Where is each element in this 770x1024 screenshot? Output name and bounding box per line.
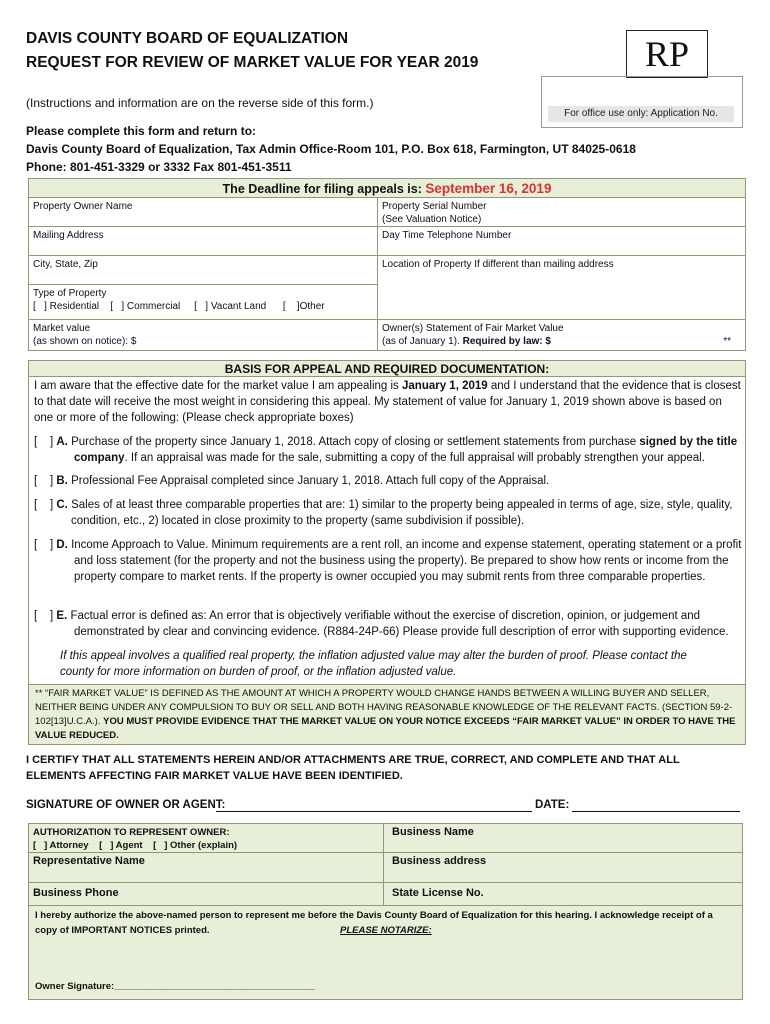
option-e-text: Factual error is defined as: An error that is objectively verifiable without the exercise of discretion, opinion, or judgement and demonstrated by clear and convincing evidence. (R884-24P-66) Please provide full description of error with supporting evidence.: [67, 610, 729, 638]
form-title-1: DAVIS COUNTY BOARD OF EQUALIZATION: [26, 30, 349, 47]
date-label: DATE:: [535, 799, 570, 811]
option-a-letter: A.: [56, 436, 68, 448]
office-use-label: For office use only: Application No.: [548, 106, 734, 122]
date-line[interactable]: [572, 811, 740, 812]
property-type-field: [28, 284, 378, 320]
option-c-checkbox[interactable]: [ ]: [34, 499, 57, 511]
business-name-field[interactable]: [383, 823, 743, 853]
owner-statement-label: Owner(s) Statement of Fair Market Value: [382, 323, 564, 334]
return-instructions: Please complete this form and return to:: [26, 124, 257, 138]
serial-number-label: Property Serial Number: [382, 201, 487, 212]
owner-authorization-box: [28, 905, 743, 1000]
business-phone-label: Business Phone: [33, 887, 119, 899]
owner-name-label: Property Owner Name: [33, 201, 133, 212]
instructions-note: (Instructions and information are on the reverse side of this form.): [26, 96, 374, 110]
burden-of-proof-note: If this appeal involves a qualified real property, the inflation adjusted value may alter the burden of proof. Please contact the county for more information on burden of proof, or the inflation adjusted value.: [60, 650, 687, 678]
signature-row: [26, 799, 225, 811]
notarize-label: PLEASE NOTARIZE:: [340, 925, 432, 936]
option-c-text: Sales of at least three comparable properties that are: 1) similar to the property being appealed in terms of age, size, style, quality, condition, etc., 2) located in close proximity to the property (same subdivision if possible).: [67, 499, 733, 527]
basis-section-border: [28, 376, 746, 684]
property-location-label: Location of Property If different than mailing address: [382, 259, 614, 270]
return-address: Davis County Board of Equalization, Tax Admin Office-Room 101, P.O. Box 618, Farmington, UT 84025-0618: [26, 142, 636, 156]
market-value-field[interactable]: [28, 319, 378, 351]
option-d-letter: D.: [56, 539, 68, 551]
option-a-text-2: . If an appraisal was made for the sale, submitting a copy of the full appraisal will probably strengthen your appeal.: [124, 452, 705, 464]
daytime-phone-label: Day Time Telephone Number: [382, 230, 512, 241]
option-a-bold: signed by the title company: [74, 436, 738, 464]
market-value-label: Market value: [33, 323, 91, 334]
option-b-checkbox[interactable]: [ ]: [34, 475, 57, 487]
rp-box: RP: [626, 30, 708, 78]
city-state-zip-field[interactable]: [28, 255, 378, 285]
option-a-text: Purchase of the property since January 1, 2018. Attach copy of closing or settlement statements from purchase: [67, 436, 640, 448]
basis-intro-text-2: and I understand that the evidence that is closest to that date will receive the most weight in considering this appeal. My statement of value for January 1, 2019 shown above is based on one or more of the following: (Please check appropriate boxes): [34, 380, 741, 424]
option-e-letter: E.: [56, 610, 68, 622]
required-by-law-label: Required by law: $: [462, 336, 551, 347]
state-license-label: State License No.: [392, 887, 484, 899]
option-d-checkbox[interactable]: [ ]: [34, 539, 57, 551]
fmv-definition-text: ** “FAIR MARKET VALUE” IS DEFINED AS THE AMOUNT AT WHICH A PROPERTY WOULD CHANGE HANDS BETWEEN A WILLING BUYER AND SELLER, NEITHER BEING UNDER ANY COMPULSION TO BUY OR SELL AND BOTH HAVING REASONABLE KNOWLEDGE OF THE RELEVANT FACTS. (SECTION 59-2-102[13]U.C.A.).: [35, 688, 733, 727]
owner-name-field[interactable]: [28, 197, 378, 227]
fmv-definition: [28, 684, 746, 745]
footnote-stars: **: [723, 336, 731, 347]
option-b-text: Professional Fee Appraisal completed since January 1, 2018. Attach full copy of the Appraisal.: [67, 475, 550, 487]
market-value-sublabel: (as shown on notice): $: [33, 336, 137, 347]
owner-signature-label: Owner Signature:: [35, 981, 115, 992]
option-a-checkbox[interactable]: [ ]: [34, 436, 57, 448]
city-state-zip-label: City, State, Zip: [33, 259, 98, 270]
basis-heading: BASIS FOR APPEAL AND REQUIRED DOCUMENTATION:: [28, 360, 746, 377]
owner-statement-field[interactable]: [377, 319, 746, 351]
option-d-text: Income Approach to Value. Minimum requirements are a rent roll, an income and expense statement, operating statement or a profit and loss statement (for the property and not the business using the property). Be prepared to show how rents or income from the property compare to market rents. If the property is owner occupied you may submit rents from three comparable properties.: [67, 539, 742, 583]
deadline-label: The Deadline for filing appeals is:: [222, 182, 426, 196]
phone-fax: Phone: 801-451-3329 or 3332 Fax 801-451-3511: [26, 160, 292, 174]
option-e-checkbox[interactable]: [ ]: [34, 610, 57, 622]
fmv-requirement: YOU MUST PROVIDE EVIDENCE THAT THE MARKET VALUE ON YOUR NOTICE EXCEEDS “FAIR MARKET VALUE” IN ORDER TO HAVE THE VALUE REDUCED.: [35, 716, 736, 741]
certification-statement: I CERTIFY THAT ALL STATEMENTS HEREIN AND/OR ATTACHMENTS ARE TRUE, CORRECT, AND COMPLETE AND THAT ALL ELEMENTS AFFECTING FAIR MARKET VALUE HAVE BEEN IDENTIFIED.: [26, 754, 680, 782]
option-b-letter: B.: [56, 475, 68, 487]
serial-number-sublabel: (See Valuation Notice): [382, 214, 482, 225]
mailing-address-label: Mailing Address: [33, 230, 104, 241]
authorization-field: [28, 823, 384, 853]
serial-number-field[interactable]: [377, 197, 746, 227]
signature-line[interactable]: [216, 811, 532, 812]
property-location-field[interactable]: [377, 255, 746, 320]
owner-signature-line[interactable]: ______________________________________: [114, 981, 315, 992]
deadline-bar: [28, 178, 746, 198]
representative-name-label: Representative Name: [33, 855, 145, 867]
basis-intro-text: I am aware that the effective date for the market value I am appealing is: [34, 380, 402, 392]
option-c-letter: C.: [56, 499, 68, 511]
business-address-label: Business address: [392, 855, 487, 867]
signature-label: SIGNATURE OF OWNER OR AGENT:: [26, 799, 226, 811]
representative-name-field[interactable]: [28, 852, 384, 883]
state-license-field[interactable]: [383, 882, 743, 906]
business-name-label: Business Name: [392, 826, 474, 838]
authorization-heading: AUTHORIZATION TO REPRESENT OWNER:: [33, 827, 230, 838]
owner-statement-sublabel: (as of January 1).: [382, 336, 463, 347]
daytime-phone-field[interactable]: [377, 226, 746, 256]
owner-authorization-text: I hereby authorize the above-named person to represent me before the Davis County Board of Equalization for this hearing. I acknowledge receipt of a copy of IMPORTANT NOTICES printed.: [35, 910, 713, 936]
basis-intro-date: January 1, 2019: [402, 380, 488, 392]
mailing-address-field[interactable]: [28, 226, 378, 256]
form-title-2: REQUEST FOR REVIEW OF MARKET VALUE FOR YEAR 2019: [26, 54, 479, 71]
property-type-label: Type of Property: [33, 288, 107, 299]
property-type-options[interactable]: [ ] Residential [ ] Commercial [ ] Vacant Land [ ]Other: [33, 301, 325, 312]
business-address-field[interactable]: [383, 852, 743, 883]
authorization-options[interactable]: [ ] Attorney [ ] Agent [ ] Other (explain): [33, 840, 238, 851]
deadline-date: September 16, 2019: [425, 181, 552, 196]
business-phone-field[interactable]: [28, 882, 384, 906]
